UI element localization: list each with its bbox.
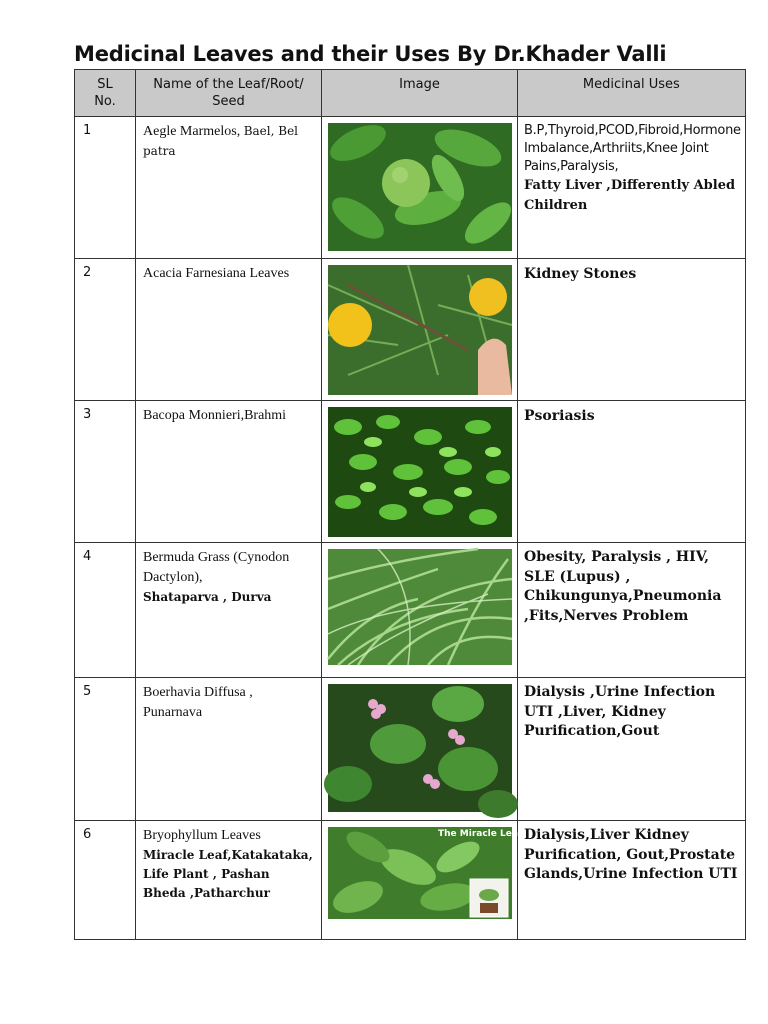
row-sl-number: 5 — [75, 678, 136, 821]
medicinal-uses-cell — [518, 117, 746, 259]
row-sl-number: 2 — [75, 259, 136, 401]
medicinal-leaves-table — [74, 69, 746, 940]
uses-text: B.P,Thyroid,PCOD,Fibroid,Hormone Imbalance,Arthriits,Knee Joint Pains,Paralysis, — [524, 123, 741, 174]
medicinal-uses-cell — [518, 678, 746, 821]
leaf-name: Aegle Marmelos, — [143, 124, 241, 139]
uses-text-bold: Fatty Liver ,Differently Abled Children — [524, 178, 736, 213]
leaf-name: Bryophyllum Leaves — [143, 828, 261, 843]
row-sl-number: 6 — [75, 821, 136, 940]
table-row — [75, 401, 746, 543]
image-cell — [322, 401, 518, 543]
leaf-name-cell — [136, 543, 322, 678]
leaf-name: Bermuda Grass (Cynodon Dactylon), — [143, 550, 290, 585]
bryophyllum-leaves-photo — [328, 827, 522, 919]
table-row — [75, 821, 746, 940]
table-header-row — [75, 70, 746, 117]
header-uses: Medicinal Uses — [518, 70, 746, 117]
table-row — [75, 259, 746, 401]
leaf-alt-names: Miracle Leaf,Katakataka, Life Plant , Pashan Bheda ,Patharchur — [143, 848, 313, 900]
leaf-name: Boerhavia Diffusa , Punarnava — [143, 685, 253, 720]
punarnava-pink-flowers-photo — [328, 684, 512, 812]
leaf-name-cell — [136, 678, 322, 821]
header-sl: SL No. — [75, 70, 136, 117]
leaf-name-cell — [136, 821, 322, 940]
table-row — [75, 117, 746, 259]
image-cell — [322, 678, 518, 821]
uses-text-bold: Psoriasis — [524, 408, 595, 424]
uses-text-bold: Dialysis ,Urine Infection UTI ,Liver, Kidney Purification,Gout — [524, 684, 716, 739]
image-cell — [322, 821, 522, 940]
row-sl-number: 1 — [75, 117, 136, 259]
table-row — [75, 543, 746, 678]
medicinal-uses-cell — [518, 401, 746, 543]
acacia-yellow-flowers-photo — [328, 265, 512, 395]
medicinal-uses-cell — [518, 259, 746, 401]
leaf-name: Acacia Farnesiana Leaves — [143, 266, 290, 281]
miracle-leaf-caption: The Miracle Leaf — [438, 829, 522, 839]
bael-fruit-leaves-photo — [328, 123, 512, 251]
uses-text-bold: Obesity, Paralysis , HIV, SLE (Lupus) , Chikungunya,Pneumonia ,Fits,Nerves Problem — [524, 549, 722, 624]
image-cell — [322, 117, 518, 259]
row-sl-number: 3 — [75, 401, 136, 543]
leaf-name-cell — [136, 259, 322, 401]
leaf-name: Bacopa Monnieri,Brahmi — [143, 408, 287, 423]
image-cell — [322, 543, 518, 678]
page-title: Medicinal Leaves and their Uses By Dr.Khader Valli — [74, 42, 667, 66]
leaf-name-cell — [136, 117, 322, 259]
uses-text-bold: Kidney Stones — [524, 266, 637, 282]
medicinal-uses-cell — [518, 821, 746, 940]
leaf-alt-names: Shataparva , Durva — [143, 590, 272, 604]
uses-text-bold: Dialysis,Liver Kidney Purification, Gout,Prostate Glands,Urine Infection UTI — [524, 827, 738, 882]
brahmi-leaves-photo — [328, 407, 512, 537]
table-row — [75, 678, 746, 821]
leaf-alt-names: Bael, Bel patra — [143, 124, 299, 158]
image-cell — [322, 259, 518, 401]
header-name: Name of the Leaf/Root/ Seed — [136, 70, 322, 117]
bermuda-grass-photo — [328, 549, 512, 665]
leaf-name-cell — [136, 401, 322, 543]
header-image: Image — [322, 70, 518, 117]
medicinal-uses-cell — [518, 543, 746, 678]
row-sl-number: 4 — [75, 543, 136, 678]
